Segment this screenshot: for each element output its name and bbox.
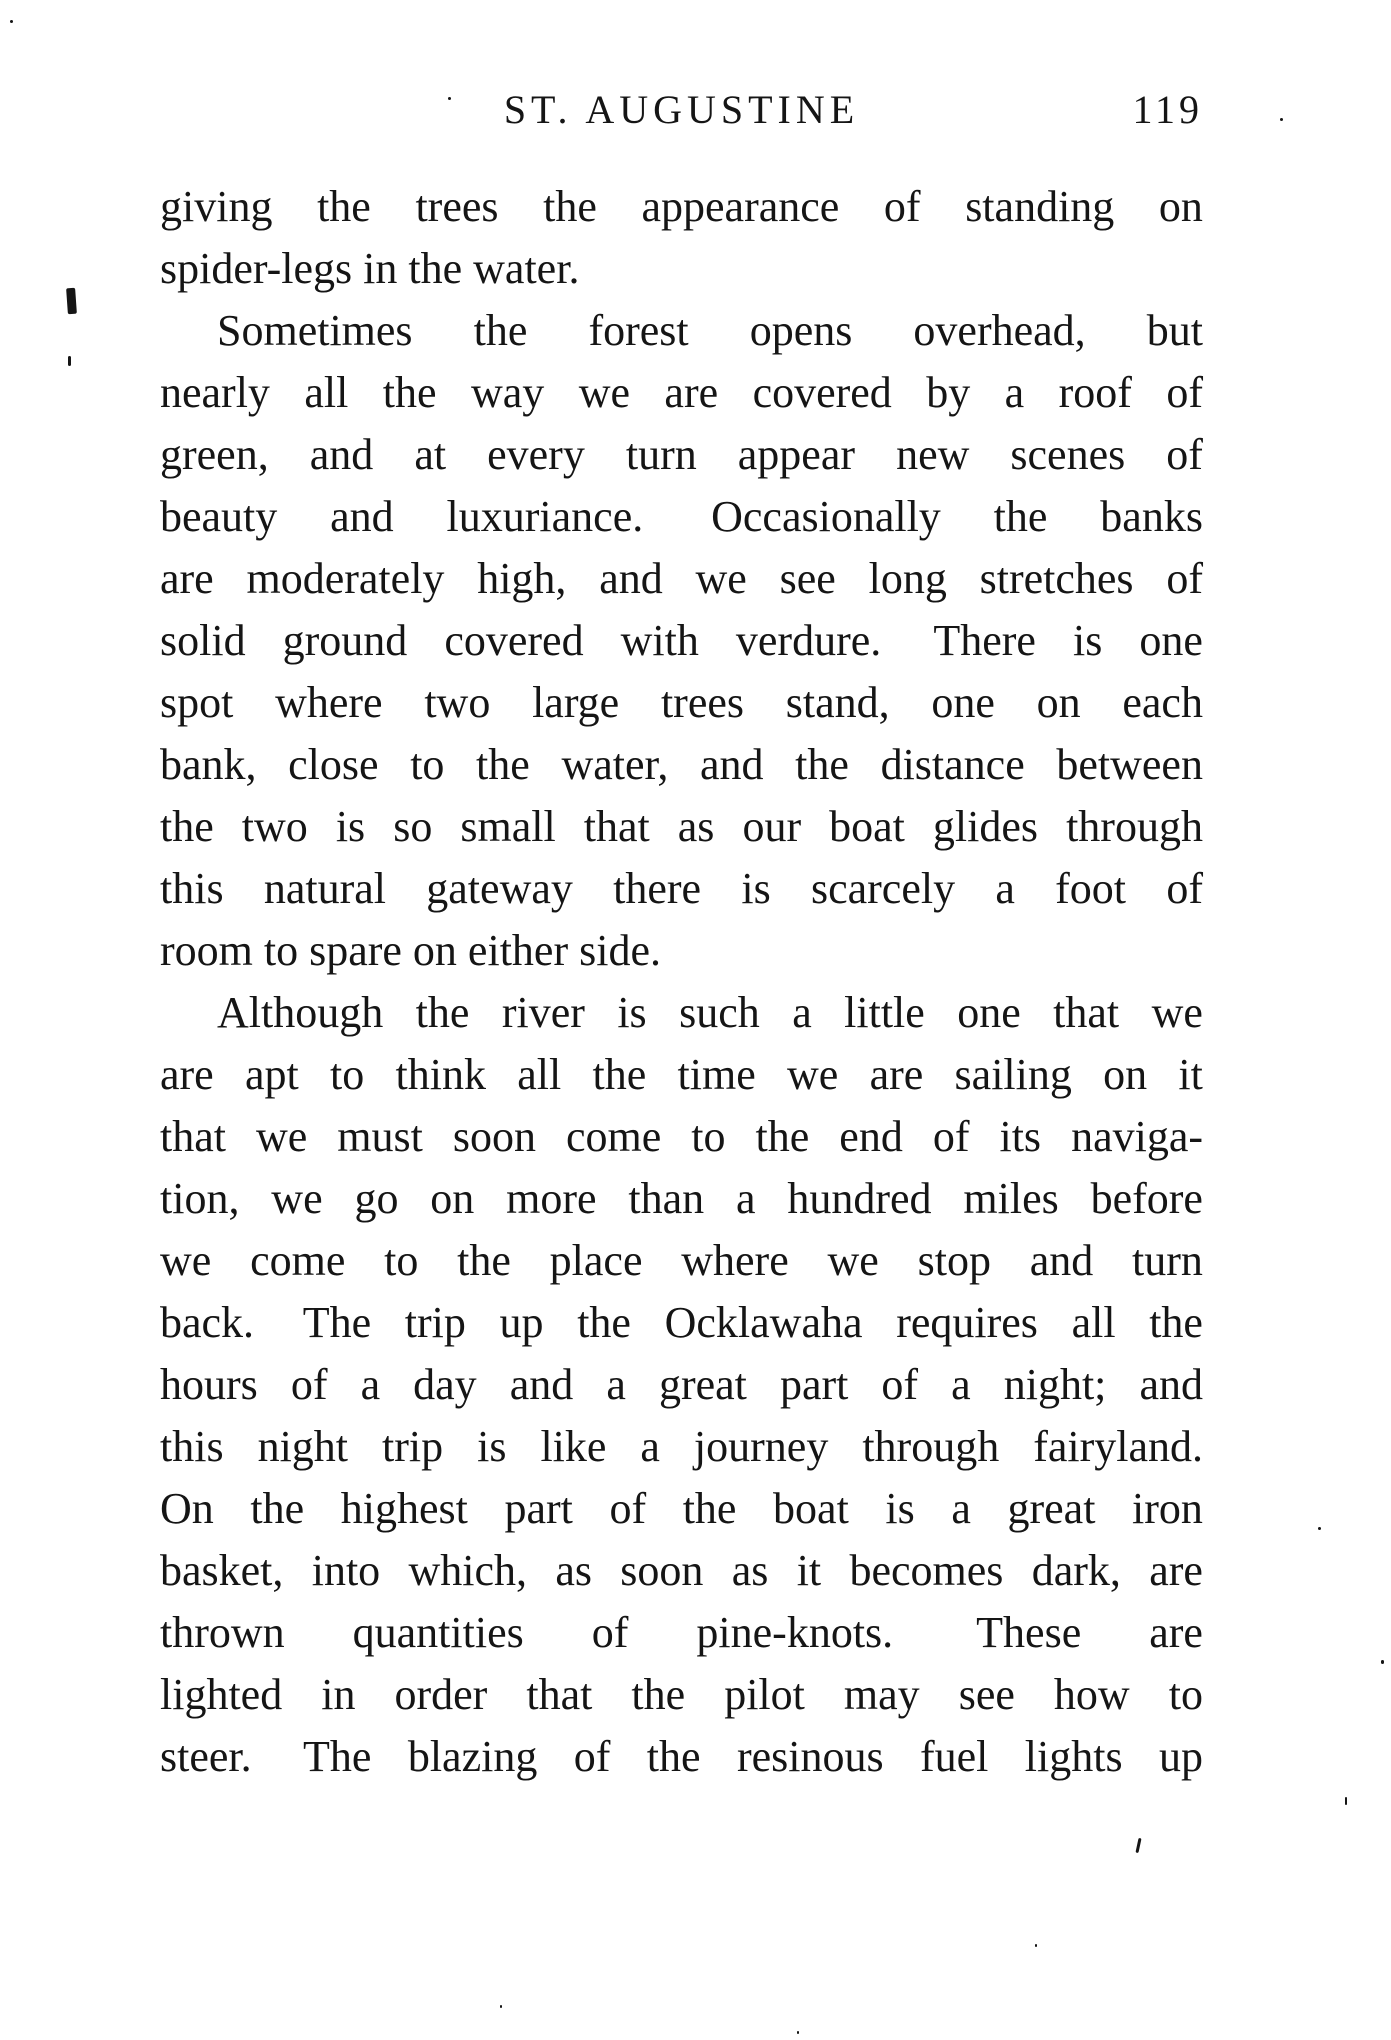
text-line (160, 1230, 1203, 1292)
text-line (160, 424, 1203, 486)
word: trees (660, 678, 744, 727)
word: between (1056, 740, 1203, 789)
word: gateway (426, 864, 573, 913)
word: see (958, 1670, 1015, 1719)
word: and (1139, 1360, 1203, 1409)
word: we (255, 1112, 308, 1161)
word: of (573, 1732, 611, 1781)
word: we (578, 368, 630, 417)
word: iron (1132, 1484, 1203, 1533)
word: we (827, 1236, 879, 1285)
word: night (257, 1422, 349, 1471)
word: on (1036, 678, 1081, 727)
word: stop (917, 1236, 991, 1285)
word: we (1151, 988, 1203, 1037)
word: how (1053, 1670, 1130, 1719)
word: but (1146, 306, 1203, 355)
word: so (393, 802, 433, 851)
word: the (646, 1732, 701, 1781)
word: fuel (919, 1732, 989, 1781)
word: its (999, 1112, 1042, 1161)
word: steer. (160, 1732, 252, 1781)
word: that (160, 1112, 226, 1161)
text-line (160, 796, 1203, 858)
word: we (695, 554, 747, 603)
page-header (160, 88, 1203, 136)
word: quantities (352, 1608, 524, 1657)
word: think (395, 1050, 486, 1099)
word: Occasionally (711, 492, 941, 541)
word: part (779, 1360, 849, 1409)
word: end (839, 1112, 903, 1161)
word: journey (693, 1422, 829, 1471)
word: solid (160, 616, 246, 665)
word: in (321, 1670, 356, 1719)
word: are (160, 554, 214, 603)
word: which, (408, 1546, 528, 1595)
word: the (795, 740, 849, 789)
word: the (993, 492, 1048, 541)
word: boat (829, 802, 905, 851)
word: giving (160, 182, 273, 231)
word: as (731, 1546, 769, 1595)
word: roof (1058, 368, 1132, 417)
text-line: room to spare on either side. (160, 926, 661, 975)
word: a (640, 1422, 660, 1471)
word: a (606, 1360, 626, 1409)
word: forest (588, 306, 689, 355)
word: to (691, 1112, 726, 1161)
word: and (599, 554, 663, 603)
word: great (1007, 1484, 1096, 1533)
word: banks (1100, 492, 1203, 541)
word: apt (244, 1050, 299, 1099)
word: day (413, 1360, 477, 1409)
word: we (786, 1050, 839, 1099)
word: a (951, 1360, 971, 1409)
word: river (501, 988, 585, 1037)
word: stretches (979, 554, 1134, 603)
word: naviga- (1071, 1112, 1203, 1161)
word: hours (160, 1360, 258, 1409)
word: come (250, 1236, 346, 1285)
text-line (160, 610, 1203, 672)
word: the (476, 740, 530, 789)
word: like (540, 1422, 607, 1471)
word: one (931, 678, 995, 727)
word: soon (620, 1546, 704, 1595)
word: foot (1055, 864, 1127, 913)
word: back. (160, 1298, 255, 1347)
word: are (1149, 1546, 1203, 1595)
word: natural (263, 864, 387, 913)
word: blazing (407, 1732, 538, 1781)
text-line (160, 1168, 1203, 1230)
word: of (609, 1484, 647, 1533)
word: the (543, 182, 597, 231)
word: new (896, 430, 970, 479)
word: appearance (641, 182, 840, 231)
word: two (241, 802, 308, 851)
speck (10, 20, 13, 23)
word: that (1053, 988, 1120, 1037)
word: and (309, 430, 374, 479)
text-line (160, 1664, 1203, 1726)
word: are (160, 1050, 214, 1099)
word: a (736, 1174, 756, 1223)
word: we (271, 1174, 323, 1223)
word: it (1178, 1050, 1203, 1099)
word: the (457, 1236, 511, 1285)
word: of (881, 1360, 919, 1409)
word: of (290, 1360, 328, 1409)
word: is (1072, 616, 1103, 665)
word: basket, (160, 1546, 284, 1595)
word: small (460, 802, 556, 851)
word: Ocklawaha (664, 1298, 863, 1347)
word: a (995, 864, 1015, 913)
word: and (509, 1360, 574, 1409)
word: must (337, 1112, 423, 1161)
word: glides (932, 802, 1039, 851)
word: turn (625, 430, 697, 479)
word: tion, (160, 1174, 240, 1223)
word: is (885, 1484, 915, 1533)
word: through (862, 1422, 1000, 1471)
word: requires (896, 1298, 1038, 1347)
word: where (275, 678, 383, 727)
word: through (1066, 802, 1203, 851)
word: to (384, 1236, 419, 1285)
word: beauty (160, 492, 278, 541)
word: all (517, 1050, 562, 1099)
word: on (1158, 182, 1203, 231)
speck (1345, 1797, 1347, 1805)
word: scenes (1010, 430, 1126, 479)
word: the (577, 1298, 631, 1347)
word: pine-knots. (696, 1608, 894, 1657)
word: than (628, 1174, 705, 1223)
tick-left-margin (68, 356, 71, 366)
word: trees (415, 182, 499, 231)
word: the (250, 1484, 305, 1533)
text-line (160, 1726, 1203, 1788)
text-line (160, 176, 1203, 238)
word: one (1139, 616, 1203, 665)
word: Although (217, 988, 384, 1037)
word: luxuriance. (446, 492, 644, 541)
word: trip (382, 1422, 444, 1471)
word: Sometimes (217, 306, 413, 355)
word: thrown (160, 1608, 285, 1657)
word: by (926, 368, 971, 417)
word: it (796, 1546, 822, 1595)
word: on (1103, 1050, 1148, 1099)
word: verdure. (735, 616, 882, 665)
word: soon (452, 1112, 536, 1161)
word: where (681, 1236, 789, 1285)
text-line (160, 1602, 1203, 1664)
text-line (160, 548, 1203, 610)
text-line (160, 1540, 1203, 1602)
word: such (679, 988, 760, 1037)
word: more (506, 1174, 597, 1223)
text-line (160, 1044, 1203, 1106)
word: miles (963, 1174, 1059, 1223)
word: pilot (724, 1670, 805, 1719)
word: all (304, 368, 349, 417)
word: every (487, 430, 585, 479)
word: and (700, 740, 764, 789)
word: fairyland. (1033, 1422, 1203, 1471)
word: nearly (160, 368, 270, 417)
word: come (566, 1112, 662, 1161)
word: of (591, 1608, 629, 1657)
ink-stroke-left-margin (66, 288, 77, 315)
word: becomes (849, 1546, 1004, 1595)
word: scarcely (810, 864, 956, 913)
word: there (613, 864, 702, 913)
word: is (477, 1422, 507, 1471)
word: spot (160, 678, 234, 727)
word: the (473, 306, 528, 355)
word: the (317, 182, 371, 231)
text-line (160, 982, 1203, 1044)
word: this (160, 1422, 224, 1471)
word: standing (965, 182, 1115, 231)
word: long (868, 554, 947, 603)
word: this (160, 864, 224, 913)
word: and (1029, 1236, 1094, 1285)
word: sailing (954, 1050, 1072, 1099)
text-line (160, 858, 1203, 920)
word: as (677, 802, 715, 851)
word: the (682, 1484, 737, 1533)
word: up (499, 1298, 544, 1347)
word: into (311, 1546, 381, 1595)
speck (1280, 118, 1283, 121)
word: highest (340, 1484, 468, 1533)
word: great (658, 1360, 747, 1409)
word: covered (752, 368, 892, 417)
word: The (303, 1732, 372, 1781)
word: way (470, 368, 545, 417)
word: The (302, 1298, 372, 1347)
word: overhead, (913, 306, 1086, 355)
speck (448, 97, 451, 100)
speck (1381, 1660, 1384, 1664)
word: are (1149, 1608, 1203, 1657)
word: the (631, 1670, 686, 1719)
word: time (677, 1050, 756, 1099)
speck (1035, 1944, 1037, 1947)
word: and (330, 492, 394, 541)
word: bank, (160, 740, 257, 789)
word: moderately (246, 554, 445, 603)
word: our (742, 802, 802, 851)
word: the (382, 368, 437, 417)
word: the (755, 1112, 810, 1161)
word: to (1168, 1670, 1203, 1719)
word: little (844, 988, 925, 1037)
word: before (1090, 1174, 1203, 1223)
word: the (1149, 1298, 1203, 1347)
word: are (664, 368, 719, 417)
text-line (160, 1106, 1203, 1168)
word: on (430, 1174, 475, 1223)
text-line (160, 486, 1203, 548)
word: night; (1003, 1360, 1107, 1409)
text-line (160, 1478, 1203, 1540)
word: see (779, 554, 836, 603)
word: may (843, 1670, 920, 1719)
text-line (160, 1416, 1203, 1478)
word: up (1158, 1732, 1203, 1781)
word: stand, (785, 678, 890, 727)
text-line (160, 300, 1203, 362)
text-line (160, 1354, 1203, 1416)
word: as (555, 1546, 592, 1595)
word: is (617, 988, 647, 1037)
word: turn (1132, 1236, 1203, 1285)
text-line: spider-legs in the water. (160, 244, 580, 293)
word: of (883, 182, 921, 231)
word: hundred (787, 1174, 932, 1223)
word: each (1122, 678, 1203, 727)
word: part (504, 1484, 573, 1533)
word: we (160, 1236, 212, 1285)
word: covered (444, 616, 584, 665)
word: of (1166, 368, 1203, 417)
word: trip (404, 1298, 466, 1347)
word: ground (282, 616, 408, 665)
word: dark, (1031, 1546, 1121, 1595)
word: a (792, 988, 812, 1037)
word: of (1166, 430, 1203, 479)
text-line (160, 672, 1203, 734)
word: that (583, 802, 650, 851)
text-line (160, 734, 1203, 796)
word: to (410, 740, 445, 789)
word: one (957, 988, 1021, 1037)
word: large (532, 678, 620, 727)
word: the (592, 1050, 647, 1099)
word: appear (737, 430, 856, 479)
word: all (1071, 1298, 1116, 1347)
word: There (933, 616, 1036, 665)
word: of (1166, 864, 1203, 913)
word: green, (160, 430, 269, 479)
word: with (620, 616, 699, 665)
word: are (869, 1050, 924, 1099)
word: resinous (736, 1732, 884, 1781)
text-line (160, 1292, 1203, 1354)
word: high, (477, 554, 567, 603)
word: go (354, 1174, 399, 1223)
word: to (330, 1050, 365, 1099)
word: distance (880, 740, 1025, 789)
text-line (160, 362, 1203, 424)
word: two (424, 678, 491, 727)
word: at (414, 430, 447, 479)
word: of (932, 1112, 970, 1161)
word: These (976, 1608, 1082, 1657)
word: boat (773, 1484, 849, 1533)
slash-mark (1135, 1838, 1141, 1853)
body-text (160, 176, 1203, 1788)
word: lights (1024, 1732, 1123, 1781)
speck (1318, 1527, 1321, 1530)
word: water, (561, 740, 669, 789)
word: is (335, 802, 366, 851)
word: is (741, 864, 771, 913)
page-number: 119 (1132, 87, 1203, 132)
word: the (415, 988, 470, 1037)
word: opens (749, 306, 853, 355)
word: lighted (160, 1670, 283, 1719)
word: of (1166, 554, 1203, 603)
word: close (288, 740, 379, 789)
word: the (160, 802, 214, 851)
word: that (526, 1670, 593, 1719)
running-title: ST. AUGUSTINE (503, 87, 860, 132)
word: a (951, 1484, 971, 1533)
word: place (549, 1236, 643, 1285)
speck (797, 2031, 799, 2034)
speck (500, 2005, 502, 2008)
word: On (160, 1484, 214, 1533)
word: a (1004, 368, 1025, 417)
word: order (394, 1670, 488, 1719)
word: a (360, 1360, 381, 1409)
